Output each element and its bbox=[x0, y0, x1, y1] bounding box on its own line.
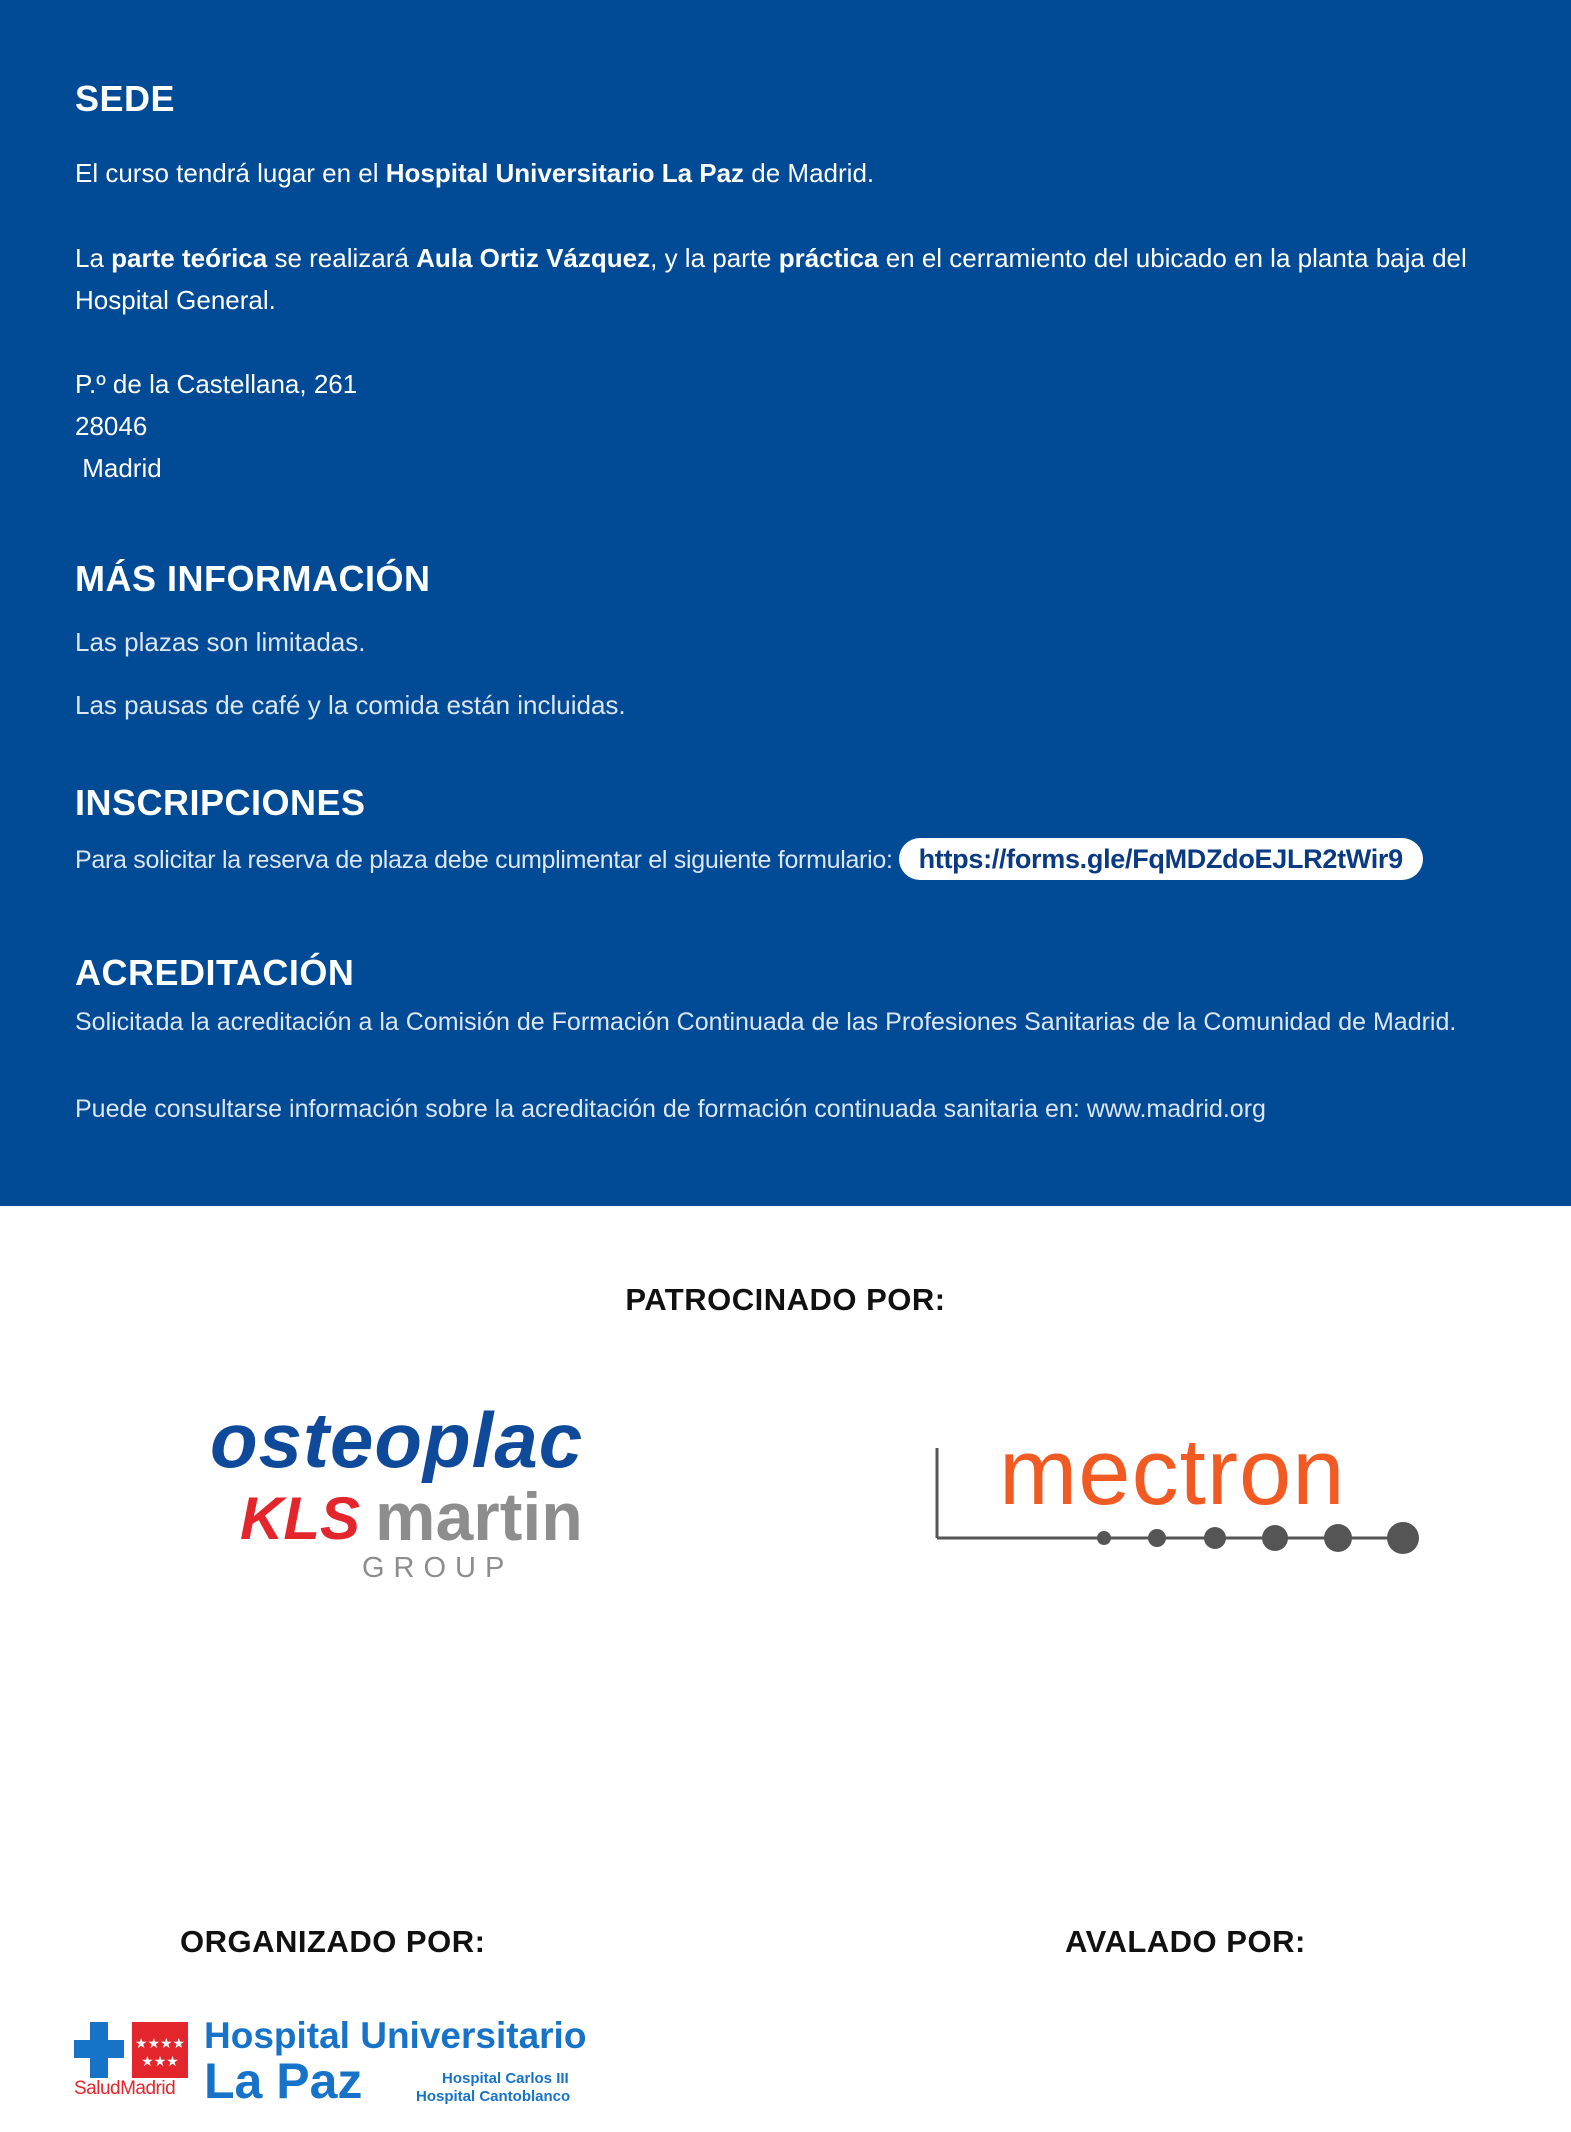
acreditacion-line-2: Puede consultarse información sobre la acreditación de formación continuada sanitaria en: www.madrid.org bbox=[75, 1095, 1266, 1123]
endorsed-heading: AVALADO POR: bbox=[1065, 1924, 1306, 1959]
group-wordmark: GROUP bbox=[362, 1552, 514, 1584]
mas-info-heading: MÁS INFORMACIÓN bbox=[75, 558, 431, 599]
mectron-wordmark: mectron bbox=[999, 1419, 1346, 1524]
hospital-cantoblanco: Hospital Cantoblanco bbox=[416, 2088, 571, 2105]
hospital-name: Hospital Universitario bbox=[204, 2015, 587, 2056]
kls-wordmark: KLS bbox=[240, 1485, 360, 1552]
inscripciones-text: Para solicitar la reserva de plaza debe cumplimentar el siguiente formulario: https://forms.gle/FqMDZdoEJLR2tWir9 bbox=[75, 838, 1423, 881]
mectron-dots-icon bbox=[935, 1430, 1435, 1560]
inscripciones-heading: INSCRIPCIONES bbox=[75, 782, 366, 823]
organizer-heading: ORGANIZADO POR: bbox=[180, 1924, 486, 1959]
martin-wordmark: martin bbox=[375, 1479, 583, 1555]
osteoplac-kls-martin-logo bbox=[210, 1396, 680, 1600]
svg-text:★★★★: ★★★★ bbox=[134, 2036, 186, 2052]
sede-line-1: El curso tendrá lugar en el Hospital Universitario La Paz de Madrid. bbox=[75, 158, 875, 188]
address-postcode: 28046 bbox=[75, 411, 148, 441]
sede-heading: SEDE bbox=[75, 78, 176, 119]
mas-info-line-1: Las plazas son limitadas. bbox=[75, 627, 366, 657]
mas-info-line-2: Las pausas de café y la comida están incluidas. bbox=[75, 690, 626, 720]
acreditacion-heading: ACREDITACIÓN bbox=[75, 952, 355, 993]
address-street: P.º de la Castellana, 261 bbox=[75, 369, 358, 399]
sede-line-2: La parte teórica se realizará Aula Ortiz Vázquez, y la parte práctica en el cerramiento del ubicado en la planta baja del Hospital General. bbox=[75, 243, 1467, 315]
hospital-la-paz-logo bbox=[74, 2010, 604, 2110]
registration-link[interactable]: https://forms.gle/FqMDZdoEJLR2tWir9 bbox=[899, 838, 1423, 880]
hospital-carlos-iii: Hospital Carlos III bbox=[442, 2070, 569, 2087]
acreditacion-line-1: Solicitada la acreditación a la Comisión de Formación Continuada de las Profesiones Sanitarias de la Comunidad de Madrid. bbox=[75, 1008, 1457, 1036]
hospital-la-paz: La Paz bbox=[204, 2053, 363, 2109]
address-city: Madrid bbox=[75, 453, 162, 483]
sponsors-heading: PATROCINADO POR: bbox=[625, 1282, 946, 1317]
salud-madrid-cross-icon bbox=[74, 2018, 194, 2084]
mectron-logo bbox=[935, 1419, 1435, 1560]
salud-madrid-label: SaludMadrid bbox=[74, 2078, 176, 2099]
osteoplac-wordmark: osteoplac bbox=[210, 1396, 584, 1484]
svg-text:★★★: ★★★ bbox=[141, 2054, 179, 2070]
